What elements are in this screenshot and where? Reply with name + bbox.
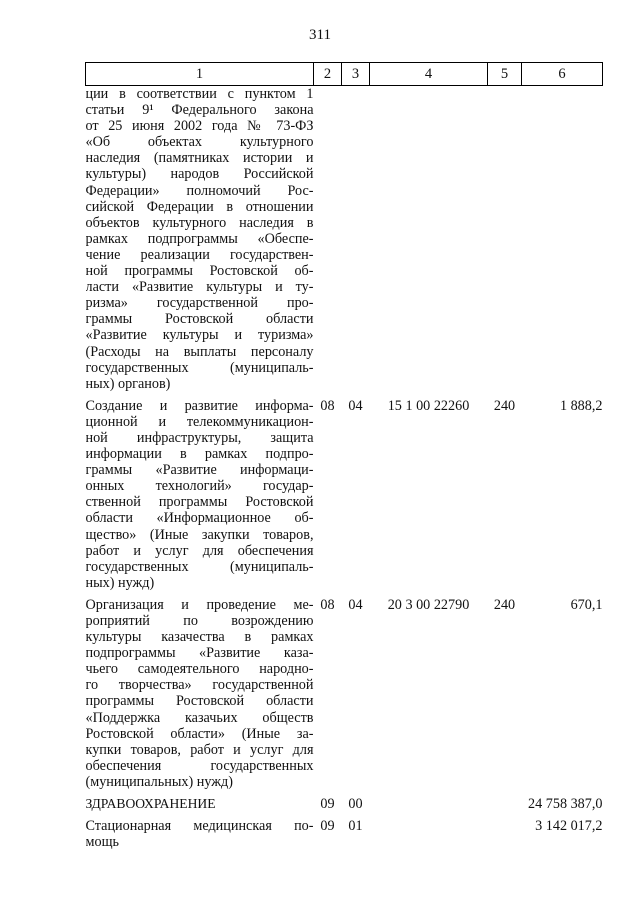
column-header: 6	[522, 63, 603, 86]
description-line: граммы «Развитие информаци-	[85, 462, 314, 479]
expense-type-code	[488, 796, 522, 812]
target-article-code: 15 1 00 22260	[387, 397, 470, 414]
table-row	[86, 796, 603, 812]
description-line: ной программы Ростовской об-	[85, 263, 314, 280]
description-line: роприятий по возрождению	[85, 613, 314, 629]
description-line: Создание и развитие информа-	[85, 397, 314, 414]
description-line: Ростовской области» (Иные за-	[85, 725, 314, 742]
description-line: ных) нужд)	[85, 574, 155, 591]
target-article-code: 20 3 00 22790	[387, 596, 470, 613]
column-header: 5	[488, 63, 522, 86]
description-line: (муниципальных) нужд)	[85, 773, 233, 790]
description-line: обеспечения государственных	[85, 757, 314, 774]
description-line: области «Информационное об-	[85, 510, 314, 527]
expense-type-code	[488, 86, 522, 392]
description-line: культуры казачества в рамках	[85, 629, 314, 646]
section-code	[314, 86, 342, 392]
description-line: мощь	[85, 834, 119, 851]
description-line: ных) органов)	[85, 375, 171, 392]
subsection-code	[342, 86, 370, 392]
description-line: культуры) народов Российской	[85, 166, 314, 183]
row-description	[86, 796, 314, 812]
description-line: информации в рамках подпро-	[85, 446, 314, 463]
description-line: (Расходы на выплаты персоналу	[85, 343, 314, 360]
description-line: ЗДРАВООХРАНЕНИЕ	[85, 796, 216, 812]
column-header: 4	[370, 63, 488, 86]
table-header-row	[86, 63, 603, 86]
amount-value: 670,1	[570, 596, 603, 613]
description-line: объектов культурного наследия в	[85, 214, 314, 231]
amount-value: 24 758 387,0	[528, 796, 603, 813]
description-line: онных технологий» государ-	[85, 478, 314, 495]
table-row	[86, 818, 603, 850]
table-row	[86, 398, 603, 591]
description-line: работ и услуг для обеспечения	[85, 542, 314, 559]
description-line: Федерации» полномочий Рос-	[85, 182, 314, 199]
description-line: «Об объектах культурного	[85, 134, 314, 151]
amount-value: 1 888,2	[559, 397, 603, 414]
description-line: сийской Федерации в отношении	[85, 198, 314, 215]
table-row	[86, 86, 603, 392]
description-line: Стационарная медицинская по-	[85, 818, 314, 835]
page-number: 311	[309, 27, 331, 43]
column-header: 1	[86, 63, 314, 86]
subsection-code: 04	[348, 397, 363, 414]
description-line: программы Ростовской области	[85, 693, 314, 710]
target-article-code	[370, 86, 488, 392]
subsection-code: 04	[348, 596, 363, 613]
description-line: государственных (муниципаль-	[85, 359, 314, 376]
section-code: 09	[320, 818, 335, 835]
section-code: 09	[320, 796, 335, 813]
amount-value: 3 142 017,2	[535, 818, 603, 835]
table-row	[86, 597, 603, 790]
description-line: ции в соответствии с пунктом 1	[85, 86, 314, 102]
subsection-code: 00	[348, 796, 363, 813]
description-line: подпрограммы «Развитие каза-	[85, 645, 314, 662]
target-article-code	[370, 818, 488, 850]
section-code: 08	[320, 397, 335, 414]
column-header: 3	[342, 63, 370, 86]
description-line: го творчества» государственной	[85, 677, 314, 694]
description-line: ной инфраструктуры, защита	[85, 429, 314, 446]
row-description	[86, 398, 314, 591]
budget-table	[85, 62, 603, 850]
row-description	[86, 86, 314, 392]
description-line: «Поддержка казачьих обществ	[85, 709, 314, 726]
description-line: щество» (Иные закупки товаров,	[85, 526, 314, 543]
description-line: ственной программы Ростовской	[85, 494, 314, 511]
description-line: статьи 9¹ Федерального закона	[85, 102, 314, 119]
description-line: наследия (памятниках истории и	[85, 150, 314, 167]
section-code: 08	[320, 596, 335, 613]
expense-type-code	[488, 818, 522, 850]
description-line: ризма» государственной про-	[85, 295, 314, 312]
row-description	[86, 818, 314, 850]
subsection-code: 01	[348, 818, 363, 835]
description-line: чьего самодеятельного народно-	[85, 661, 314, 678]
description-line: государственных (муниципаль-	[85, 558, 314, 575]
description-line: купки товаров, работ и услуг для	[85, 741, 314, 758]
description-line: «Развитие культуры и туризма»	[85, 327, 314, 344]
row-description	[86, 597, 314, 790]
description-line: граммы Ростовской области	[85, 311, 314, 328]
description-line: ласти «Развитие культуры и ту-	[85, 279, 314, 296]
expense-type-code: 240	[493, 596, 516, 613]
table-body	[86, 86, 603, 851]
expense-type-code: 240	[493, 397, 516, 414]
description-line: чение реализации государствен-	[85, 246, 314, 263]
description-line: от 25 июня 2002 года № 73-ФЗ	[85, 118, 314, 135]
amount-value	[522, 86, 603, 392]
description-line: ционной и телекоммуникацион-	[85, 413, 314, 430]
description-line: Организация и проведение ме-	[85, 596, 314, 613]
target-article-code	[370, 796, 488, 812]
column-header: 2	[314, 63, 342, 86]
description-line: рамках подпрограммы «Обеспе-	[85, 230, 314, 247]
